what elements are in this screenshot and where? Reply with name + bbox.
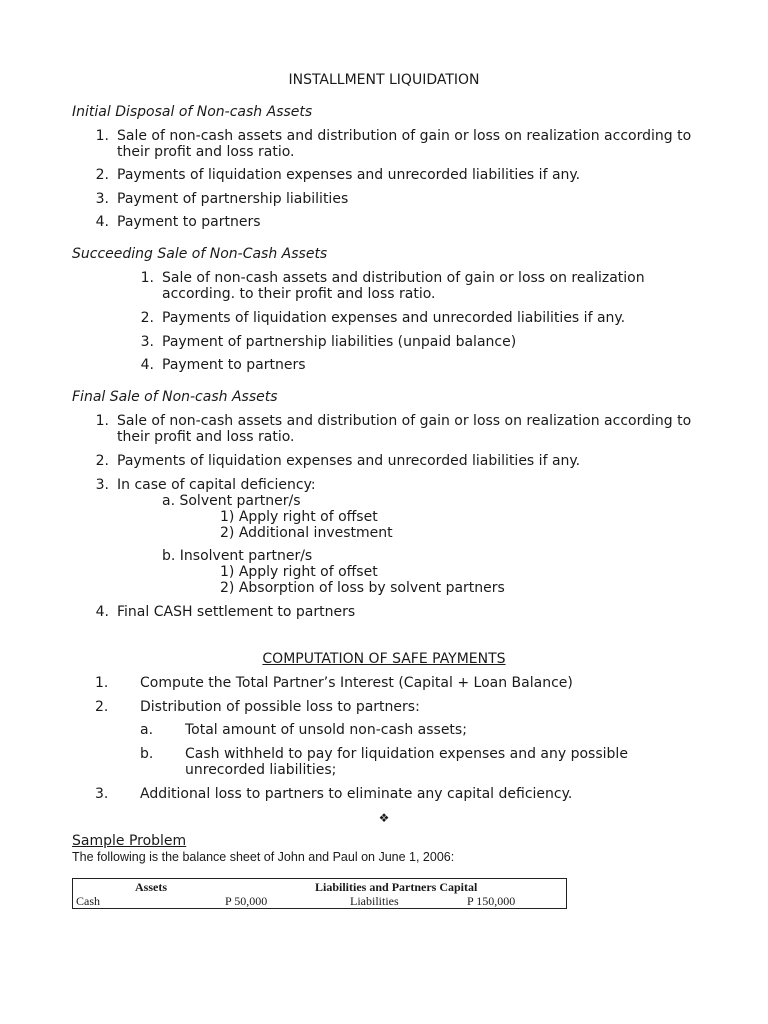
section-heading-succeeding-sale: Succeeding Sale of Non-Cash Assets (72, 246, 328, 262)
list-item-line: Sale of non-cash assets and distribution of gain or loss on realization according to (117, 413, 692, 429)
sample-problem-intro: The following is the balance sheet of John and Paul on June 1, 2006: (72, 850, 455, 864)
safe-payments-heading: COMPUTATION OF SAFE PAYMENTS (262, 651, 506, 667)
list-number: 4. (95, 604, 109, 620)
list-number: 3. (95, 786, 109, 802)
table-cell-asset-name: Cash (76, 894, 100, 908)
list-item-line: Compute the Total Partner’s Interest (Capital + Loan Balance) (140, 675, 573, 691)
list-number: 3. (95, 191, 109, 207)
list-item-line: according. to their profit and loss ratio. (162, 286, 436, 302)
section-heading-final-sale: Final Sale of Non-cash Assets (72, 389, 278, 405)
list-item-line: Payments of liquidation expenses and unrecorded liabilities if any. (117, 453, 581, 469)
list-item-line: Payment to partners (117, 214, 261, 230)
list-letter: a. (140, 722, 154, 738)
balance-sheet-table (72, 878, 567, 909)
insolvent-sub-item: 2) Absorption of loss by solvent partners (220, 580, 505, 596)
list-number: 2. (140, 310, 154, 326)
list-number: 2. (95, 453, 109, 469)
list-item-line: Payments of liquidation expenses and unrecorded liabilities if any. (162, 310, 626, 326)
list-number: 1. (95, 675, 109, 691)
list-item-line: Sale of non-cash assets and distribution of gain or loss on realization according to (117, 128, 692, 144)
list-number: 4. (95, 214, 109, 230)
list-item-line: Additional loss to partners to eliminate any capital deficiency. (140, 786, 573, 802)
list-number: 1. (140, 270, 154, 286)
list-item-line: unrecorded liabilities; (185, 762, 337, 778)
list-item-line: Payments of liquidation expenses and unrecorded liabilities if any. (117, 167, 581, 183)
list-item-line: Payment to partners (162, 357, 306, 373)
table-cell-liab-name: Liabilities (350, 894, 399, 908)
list-item-line: Distribution of possible loss to partners: (140, 699, 420, 715)
solvent-partner-label: a. Solvent partner/s (162, 493, 301, 509)
list-number: 4. (140, 357, 154, 373)
list-number: 3. (95, 477, 109, 493)
list-item-line: Payment of partnership liabilities (unpaid balance) (162, 334, 517, 350)
section-heading-initial-disposal: Initial Disposal of Non-cash Assets (72, 104, 313, 120)
diamond-separator-icon: ❖ (378, 811, 390, 825)
list-number: 2. (95, 167, 109, 183)
list-item-line: Payment of partnership liabilities (117, 191, 349, 207)
table-cell-asset-value: P 50,000 (225, 894, 268, 908)
insolvent-sub-item: 1) Apply right of offset (220, 564, 378, 580)
list-number: 1. (95, 128, 109, 144)
sample-problem-heading: Sample Problem (72, 833, 187, 849)
insolvent-partner-label: b. Insolvent partner/s (162, 548, 313, 564)
solvent-sub-item: 1) Apply right of offset (220, 509, 378, 525)
list-item-line: Total amount of unsold non-cash assets; (185, 722, 467, 738)
list-item-line: Sale of non-cash assets and distribution of gain or loss on realization (162, 270, 645, 286)
list-item-line: their profit and loss ratio. (117, 144, 295, 160)
list-item-line: In case of capital deficiency: (117, 477, 316, 493)
list-letter: b. (140, 746, 154, 762)
list-item-line: their profit and loss ratio. (117, 429, 295, 445)
list-item-line: Final CASH settlement to partners (117, 604, 356, 620)
list-number: 3. (140, 334, 154, 350)
list-number: 2. (95, 699, 109, 715)
list-number: 1. (95, 413, 109, 429)
table-header-assets: Assets (135, 880, 167, 894)
list-item-line: Cash withheld to pay for liquidation expenses and any possible (185, 746, 628, 762)
table-cell-liab-value: P 150,000 (467, 894, 516, 908)
solvent-sub-item: 2) Additional investment (220, 525, 393, 541)
table-header-liabilities: Liabilities and Partners Capital (315, 880, 478, 894)
document-title: INSTALLMENT LIQUIDATION (288, 72, 480, 88)
